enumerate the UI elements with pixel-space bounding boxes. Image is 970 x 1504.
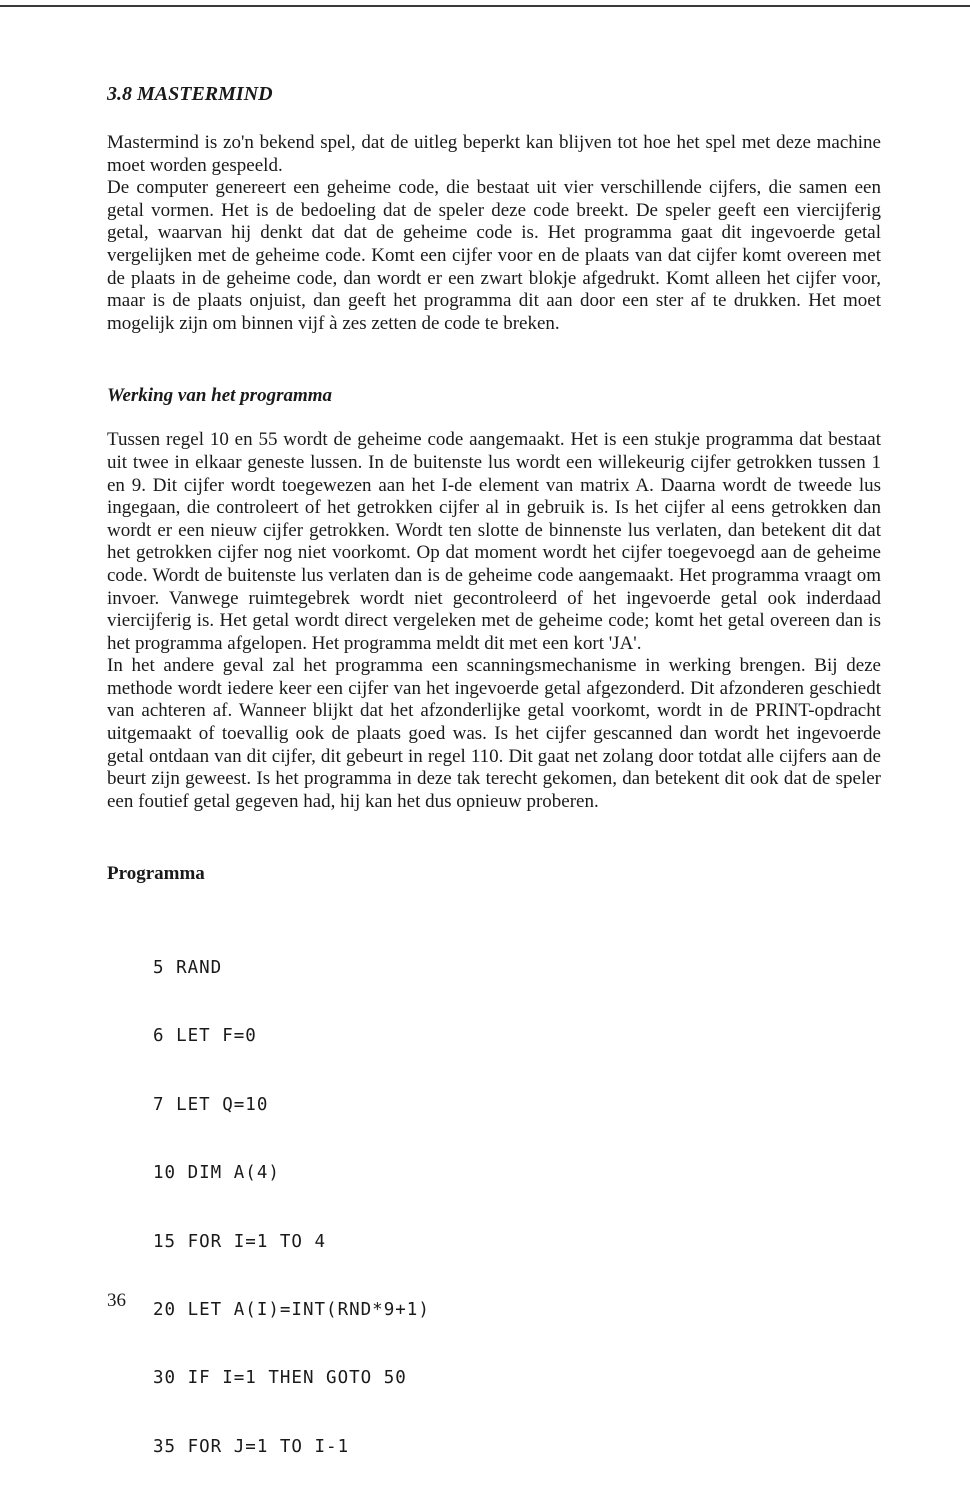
code-line: 7 LET Q=10 — [153, 1094, 269, 1115]
page-content — [107, 80, 881, 1504]
page-number: 36 — [107, 1290, 126, 1311]
code-line: 20 LET A(I)=INT(RND*9+1) — [153, 1299, 430, 1320]
top-rule — [0, 5, 970, 7]
werking-section — [107, 429, 881, 813]
werking-paragraph-2: In het andere geval zal het programma een scanningsmechanisme in werking brengen. Bij deze methode wordt iedere keer een cijfer van het ingevoerde getal afgezonderd. Dit afzonderen geschiedt van achteren af. Wanneer blijkt dat het afzonderlijke getal voorkomt, wordt in de PRINT-opdracht uitgemaakt of toevallig ook de plaats goed was. Is het cijfer gescanned dan wordt het ingevoerde getal ontdaan van dit cijfer, dit gebeurt in regel 110. Dit gaat net zolang door totdat alle cijfers aan de beurt zijn geweest. Is het programma in deze tak terecht gekomen, dan betekent dit ook dat de speler een foutief getal gegeven had, hij kan het dus opnieuw proberen. — [107, 655, 881, 812]
code-line: 15 FOR I=1 TO 4 — [153, 1231, 327, 1252]
intro-section — [107, 132, 881, 335]
section-title: 3.8 MASTERMIND — [107, 83, 273, 105]
intro-paragraph-2: De computer genereert een geheime code, die bestaat uit vier verschillende cijfers, die samen een getal vormen. Het is de bedoeling dat de speler deze code breekt. De speler geeft een viercijferig getal, waarvan hij denkt dat dat de geheime code is. Het programma gaat dit ingevoerde getal vergelijken met de geheime code. Komt een cijfer voor en de plaats van dat cijfer komt overeen met de plaats in de geheime code, dan wordt er een zwart blokje afgedrukt. Komt alleen het cijfer voor, maar is de plaats onjuist, dan geeft het programma dit aan door een ster af te drukken. Het moet mogelijk zijn om binnen vijf à zes zetten de code te breken. — [107, 177, 881, 334]
code-line: 5 RAND — [153, 958, 223, 979]
code-line: 35 FOR J=1 TO I-1 — [153, 1436, 350, 1457]
programma-heading: Programma — [107, 863, 205, 885]
code-line: 10 DIM A(4) — [153, 1163, 280, 1184]
intro-paragraph-1: Mastermind is zo'n bekend spel, dat de uitleg beperkt kan blijven tot hoe het spel met deze machine moet worden gespeeld. — [107, 132, 881, 176]
werking-paragraph-1: Tussen regel 10 en 55 wordt de geheime code aangemaakt. Het is een stukje programma dat bestaat uit twee in elkaar geneste lussen. In de buitenste lus wordt een willekeurig cijfer getrokken tussen 1 en 9. Dit cijfer wordt toegewezen aan het I-de element van matrix A. Daarna wordt de tweede lus ingegaan, die controleert of het getrokken cijfer al in gebruik is. Is het cijfer al eens getrokken dan wordt er een nieuw cijfer getrokken. Wordt ten slotte de binnenste lus verlaten, dan betekent dit dat het getrokken cijfer nog niet voorkomt. Op dat moment wordt het cijfer toegevoegd aan de geheime code. Wordt de buitenste lus verlaten dan is de geheime code aangemaakt. Het programma vraagt om invoer. Vanwege ruimtegebrek wordt niet gecontroleerd of het ingevoerde getal ook inderdaad viercijferig is. Het getal wordt direct vergeleken met de geheime code; komt het getal overeen dan is het programma afgelopen. Het programma meldt dit met een kort 'JA'. — [107, 429, 881, 654]
code-line: 30 IF I=1 THEN GOTO 50 — [153, 1368, 407, 1389]
werking-heading: Werking van het programma — [107, 385, 333, 407]
code-line: 6 LET F=0 — [153, 1026, 257, 1047]
program-listing — [153, 911, 881, 1504]
